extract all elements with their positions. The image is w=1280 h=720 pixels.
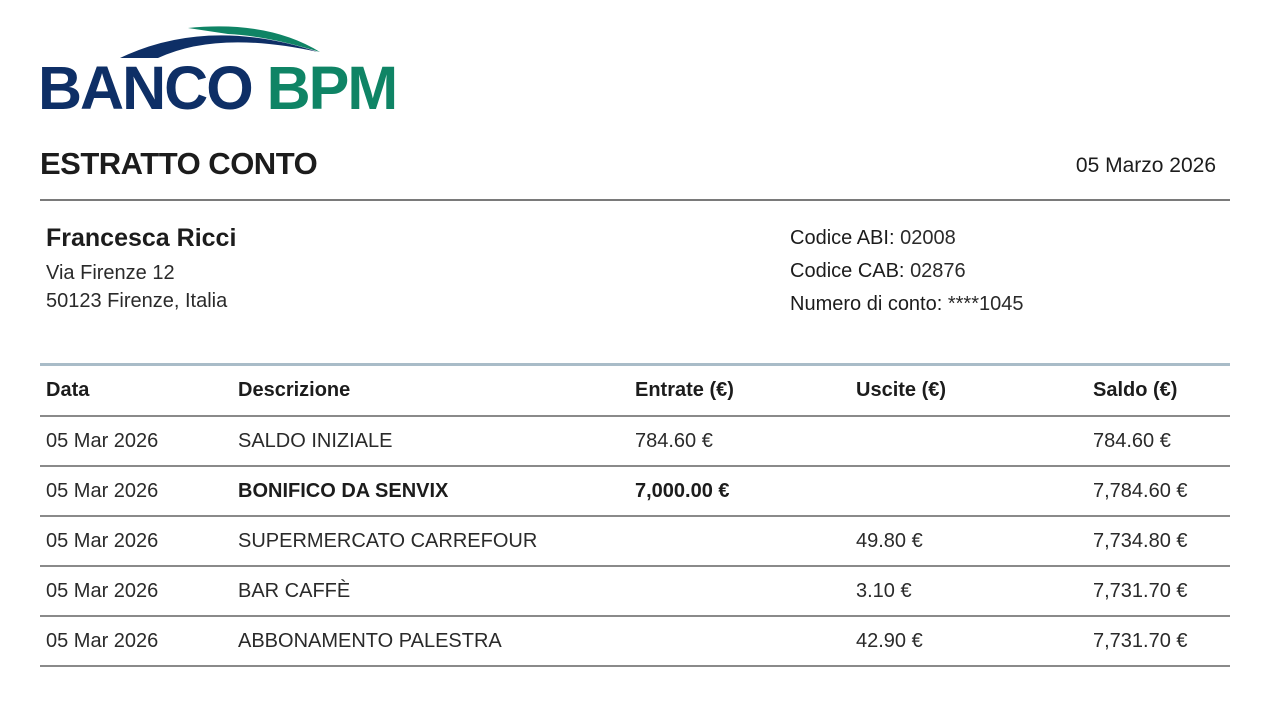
abi-label: Codice ABI: bbox=[790, 227, 895, 249]
cell-date: 05 Mar 2026 bbox=[40, 416, 232, 466]
table-row bbox=[40, 566, 1230, 616]
cell-expenses bbox=[850, 466, 1087, 516]
header-divider bbox=[40, 199, 1230, 201]
cell-income bbox=[629, 566, 850, 616]
customer-address-line2: 50123 Firenze, Italia bbox=[46, 290, 228, 312]
header-description: Descrizione bbox=[232, 365, 629, 417]
cell-description: ABBONAMENTO PALESTRA bbox=[232, 616, 629, 666]
cab-row bbox=[790, 255, 1023, 288]
table-header-row bbox=[40, 365, 1230, 417]
cell-date: 05 Mar 2026 bbox=[40, 566, 232, 616]
abi-row bbox=[790, 222, 1023, 255]
abi-value: 02008 bbox=[900, 227, 956, 249]
cell-expenses: 42.90 € bbox=[850, 616, 1087, 666]
table-row bbox=[40, 416, 1230, 466]
cell-description: BAR CAFFÈ bbox=[232, 566, 629, 616]
cell-income: 7,000.00 € bbox=[629, 466, 850, 516]
cab-value: 02876 bbox=[910, 260, 966, 282]
transactions-table bbox=[40, 363, 1230, 667]
table-row bbox=[40, 516, 1230, 566]
document-date: 05 Marzo 2026 bbox=[1075, 154, 1216, 177]
account-row bbox=[790, 288, 1023, 321]
cell-expenses: 3.10 € bbox=[850, 566, 1087, 616]
cell-description: SUPERMERCATO CARREFOUR bbox=[232, 516, 629, 566]
cell-income bbox=[629, 516, 850, 566]
account-label: Numero di conto: bbox=[790, 293, 943, 315]
logo-word-banco: BANCO bbox=[38, 54, 252, 122]
customer-name: Francesca Ricci bbox=[46, 224, 237, 252]
header-date: Data bbox=[40, 365, 232, 417]
cell-date: 05 Mar 2026 bbox=[40, 466, 232, 516]
cell-description: BONIFICO DA SENVIX bbox=[232, 466, 629, 516]
bank-logo bbox=[38, 22, 398, 122]
logo-word-bpm: BPM bbox=[266, 54, 397, 122]
table-row bbox=[40, 616, 1230, 666]
document-title: ESTRATTO CONTO bbox=[40, 146, 318, 181]
cell-balance: 7,734.80 € bbox=[1087, 516, 1230, 566]
cell-description: SALDO INIZIALE bbox=[232, 416, 629, 466]
cell-balance: 784.60 € bbox=[1087, 416, 1230, 466]
customer-block bbox=[46, 223, 236, 315]
header-income: Entrate (€) bbox=[629, 365, 850, 417]
cell-income bbox=[629, 616, 850, 666]
table-row bbox=[40, 466, 1230, 516]
cell-balance: 7,731.70 € bbox=[1087, 566, 1230, 616]
account-value: ****1045 bbox=[947, 293, 1024, 315]
cell-expenses: 49.80 € bbox=[850, 516, 1087, 566]
cell-balance: 7,731.70 € bbox=[1087, 616, 1230, 666]
cell-balance: 7,784.60 € bbox=[1087, 466, 1230, 516]
cell-date: 05 Mar 2026 bbox=[40, 616, 232, 666]
bank-info-block bbox=[790, 222, 1023, 321]
cell-income: 784.60 € bbox=[629, 416, 850, 466]
customer-address-line1: Via Firenze 12 bbox=[46, 262, 175, 284]
cab-label: Codice CAB: bbox=[790, 260, 905, 282]
header-balance: Saldo (€) bbox=[1087, 365, 1230, 417]
logo-wordmark bbox=[38, 54, 397, 122]
cell-expenses bbox=[850, 416, 1087, 466]
header-expenses: Uscite (€) bbox=[850, 365, 1087, 417]
cell-date: 05 Mar 2026 bbox=[40, 516, 232, 566]
